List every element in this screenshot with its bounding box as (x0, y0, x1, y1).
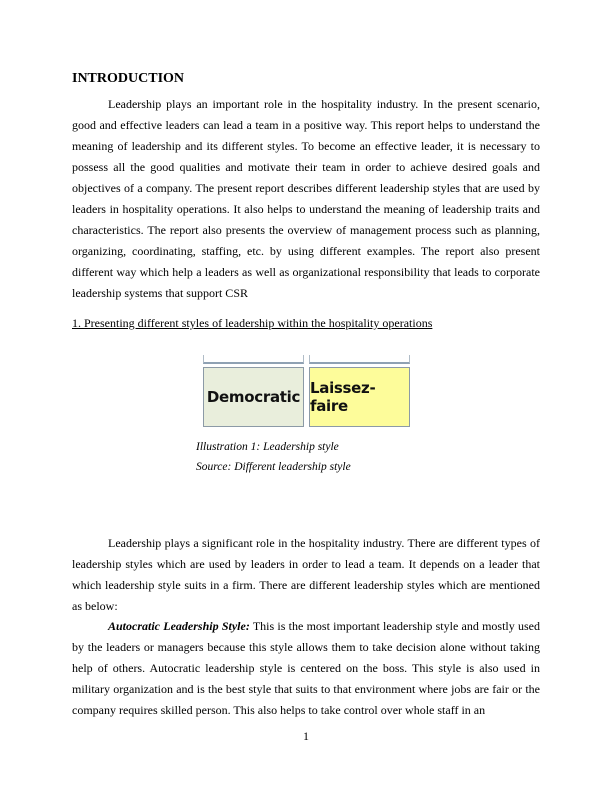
autocratic-text: This is the most important leadership style and mostly used by the leaders or managers because this style allows them to take decision alone without taking help of others. Autocratic leadership style is centered on the boss. This style is also used in military organization and is the best style that suits to that environment where jobs are fair or the company requires skilled person. This also helps to take control over whole staff in an (72, 619, 540, 717)
figure-box-top-left (203, 355, 304, 364)
figure-source: Source: Different leadership style (196, 461, 351, 473)
section-heading: INTRODUCTION (72, 71, 185, 86)
autocratic-lead: Autocratic Leadership Style: (108, 619, 250, 633)
autocratic-paragraph (72, 616, 540, 721)
figure-box-top-right (309, 355, 410, 364)
page-number: 1 (303, 729, 309, 743)
laissez-faire-box: Laissez-faire (309, 367, 410, 427)
subsection-title: 1. Presenting different styles of leadership within the hospitality operations (72, 316, 433, 330)
figure-caption: Illustration 1: Leadership style (196, 441, 339, 453)
body-paragraph: Leadership plays a significant role in the hospitality industry. There are different types of leadership styles which are used by leaders in order to lead a team. It depends on a leader that which leadership style suits in a firm. There are different leadership styles which are mentioned as below: (72, 536, 540, 613)
leadership-style-figure (195, 355, 425, 475)
democratic-box: Democratic (203, 367, 304, 427)
intro-paragraph: Leadership plays an important role in the hospitality industry. In the present scenario, good and effective leaders can lead a team in a positive way. This report helps to understand the meaning of leadership and its different styles. To become an effective leader, it is necessary to possess all the good qualities and motivate their team in order to achieve desired goals and objectives of a company. The present report describes different leadership styles that are used by leaders in hospitality operations. It also helps to understand the meaning of leadership traits and characteristics. The report also presents the overview of management process such as planning, organizing, coordinating, staffing, etc. by using different examples. The report also present different way which help a leaders as well as organizational responsibility that leads to corporate leadership systems that support CSR (72, 97, 540, 300)
